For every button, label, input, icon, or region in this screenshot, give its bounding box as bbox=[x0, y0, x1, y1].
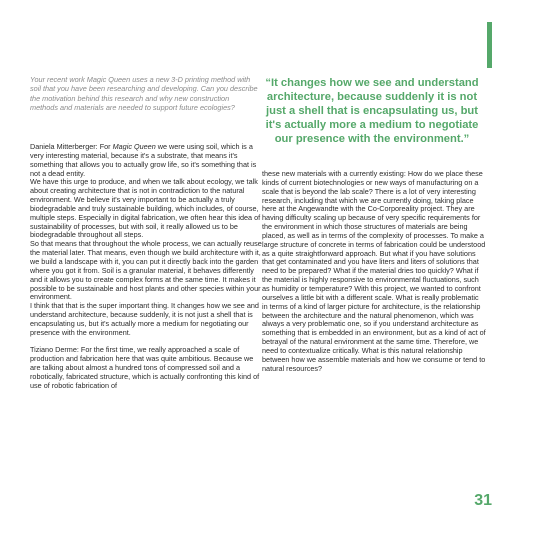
left-column bbox=[30, 143, 264, 391]
project-title: Magic Queen bbox=[112, 142, 156, 151]
speaker-intro: Daniela Mitterberger: For bbox=[30, 142, 113, 151]
answer-paragraph-4: I think that that is the super important thing. It changes how we see and understand architecture, because suddenly, it is not just a shell that is encapsulating us, but it's actually more a medium for negotiating our presence with the environment. bbox=[30, 301, 259, 337]
accent-bar bbox=[487, 22, 492, 68]
answer-text: we were using soil, which is a very interesting material, because it's a substrate, that means it's something that allows you to actually grow life, so it's something that is not a dead entity. bbox=[30, 142, 257, 178]
answer-paragraph-5: Tiziano Derme: For the first time, we really approached a scale of production and fabrication here that was quite ambitious. Because we are talking about almost a hundred tons of compressed soil and a robotically, fabricated structure, which is actually confronting this kind of use of robotic fabrication of bbox=[30, 345, 260, 390]
answer-paragraph-continued: these new materials with a currently existing: How do we place these kinds of current biotechnologies or new ways of manufacturing on a scale that is beyond the lab scale? There is a lot of very interesting research, including that which we are currently doing, taking place here at the Angewandte with the Co-Corporeality project. They are having difficulty scaling up because of very specific requirements for the environment in which those structures of materials are being placed, as well as in terms of the complexity of processes. To make a large structure of concrete in terms of fabrication could be understood as a quite straightforward approach. But what if you have solutions that get contaminated and you have liters and liters of solutions that need to be prepared? What if the material dries too quickly? What if the material is highly responsive to environmental fluctuations, such as humidity or temperature? With this project, we wanted to confront ourselves a little bit with a different scale. What is really problematic in terms of a kind of larger picture for architecture, is the relationship between the architecture and the natural phenomenon, which was always a very problematic one, so if you understand architecture as something that is embedded in an environment, but as a kind of act of betrayal of the natural environment at the same time. Therefore, we need to contextualize critically. What is this natural relationship between how we assemble materials and how we consume or tend to natural resources? bbox=[262, 169, 486, 373]
answer-paragraph-1 bbox=[30, 143, 264, 178]
answer-paragraph-3: So that means that throughout the whole process, we can actually reuse the material later. That means, even though we build architecture with it, we build a landscape with it, you can put it directly back into the garden where you got it from. Soil is a granular material, it behaves differently and it allows you to create complex forms at the same time. It makes it possible to be sustainable and host plants and other species within your environment. bbox=[30, 239, 262, 302]
right-column bbox=[262, 170, 486, 373]
pull-quote: “It changes how we see and understand architecture, because suddenly it is not just a shell that is encapsulating us, but it's actually more a medium to negotiate our presence with the environment.” bbox=[265, 77, 479, 145]
answer-paragraph-2: We have this urge to produce, and when we talk about ecology, we talk about creating architecture that is not in contradiction to the natural environment. We believe it's very important to be actually a truly biodegradable and truly sustainable building, which includes, of course, multiple steps. Especially in digital fabrication, we often hear this idea of sustainability of processes, but with soil, it really allowed us to be biodegradable throughout all steps. bbox=[30, 177, 261, 240]
interview-question: Your recent work Magic Queen uses a new 3-D printing method with soil that you have been researching and developing. Can you describe the motivation behind this research and why new construction methods and materials are needed to support future ecologies? bbox=[30, 75, 258, 113]
page-number: 31 bbox=[474, 492, 492, 509]
